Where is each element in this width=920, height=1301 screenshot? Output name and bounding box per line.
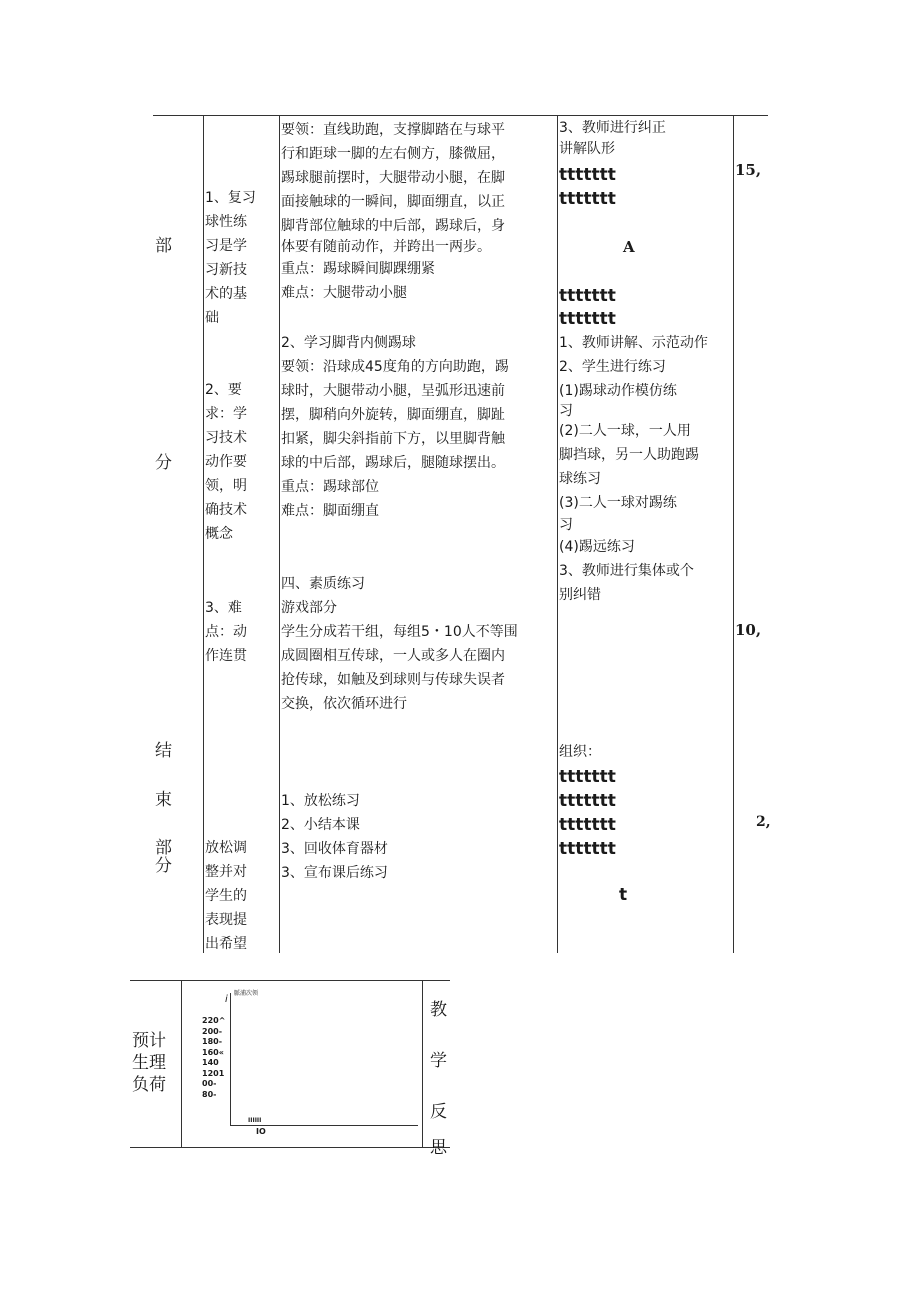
content-fitness-game xyxy=(281,572,518,716)
method-line: 2、学生进行练习 xyxy=(559,359,666,375)
label-line: 反 xyxy=(430,1102,447,1122)
content-line: 脚背部位触球的中后部，踢球后，身 xyxy=(281,218,505,234)
bottom-table-top-border xyxy=(130,980,450,981)
y-tick-label: 80- xyxy=(202,1089,217,1099)
time-value-3: 2, xyxy=(756,814,771,830)
formation-grid-2 xyxy=(559,285,616,331)
method-line: 别纠错 xyxy=(559,587,601,603)
col-divider-2 xyxy=(279,115,280,953)
content-line: 四、素质练习 xyxy=(281,576,365,592)
objective-line: 表现提 xyxy=(205,912,247,928)
content-line: 抢传球，如触及到球则与传球失误者 xyxy=(281,672,505,688)
y-tick-label: 1201 xyxy=(202,1068,225,1078)
table-top-border xyxy=(153,115,768,116)
method-line: 习 xyxy=(559,403,573,419)
content-line: 要领：直线助跑，支撑脚踏在与球平 xyxy=(281,122,505,138)
chart-x-axis xyxy=(230,1125,418,1126)
formation-row: ttttttt xyxy=(559,767,616,787)
content-line: 难点：脚面绷直 xyxy=(281,503,379,519)
y-tick-label: 160« xyxy=(202,1047,224,1057)
objective-line: 确技术 xyxy=(205,502,247,518)
method-correction xyxy=(559,118,666,160)
y-tick-label: 140 xyxy=(202,1058,219,1067)
content-line: 2、小结本课 xyxy=(281,817,360,833)
content-line: 重点：踢球瞬间脚踝绷紧 xyxy=(281,261,435,277)
objective-line: 术的基 xyxy=(205,286,247,302)
section-label-ending-2: 束 xyxy=(155,790,172,810)
content-line: 面接触球的一瞬间，脚面绷直，以正 xyxy=(281,194,505,210)
method-line: 脚挡球，另一人助跑踢 xyxy=(559,447,699,463)
method-line: (3)二人一球对踢练 xyxy=(559,495,677,511)
objective-line: 出希望 xyxy=(205,936,247,952)
objective-line: 领，明 xyxy=(205,478,247,494)
bottom-table-bottom-border xyxy=(130,1147,450,1148)
content-line: 3、回收体育器材 xyxy=(281,841,388,857)
content-line: 2、学习脚背内侧踢球 xyxy=(281,335,416,351)
objective-line: 3、难 xyxy=(205,600,242,616)
content-line: 行和距球一脚的左右侧方，膝微屈， xyxy=(281,146,505,162)
method-line: 3、教师进行集体或个 xyxy=(559,563,694,579)
bottom-col-divider-2 xyxy=(422,980,423,1147)
objective-line: 习技术 xyxy=(205,430,247,446)
content-line: 扣紧，脚尖斜指前下方，以里脚背触 xyxy=(281,431,505,447)
objective-line: 学生的 xyxy=(205,888,247,904)
objective-review xyxy=(205,186,256,330)
chart-y-axis xyxy=(230,993,231,1126)
teaching-reflection-label xyxy=(430,985,447,1158)
label-line: 负荷 xyxy=(132,1075,166,1095)
content-line: 重点：踢球部位 xyxy=(281,479,379,495)
chart-x-label: IO xyxy=(256,1127,266,1136)
content-ending xyxy=(281,789,388,885)
formation-row: ttttttt xyxy=(559,286,616,306)
formation-row: ttttttt xyxy=(559,309,616,329)
label-line: 教 xyxy=(430,1000,447,1020)
chart-y-ticks xyxy=(202,1016,225,1100)
col-divider-3 xyxy=(557,115,558,953)
formation-grid-1 xyxy=(559,163,616,211)
method-line: (4)踢远练习 xyxy=(559,539,635,555)
teacher-position-mark: A xyxy=(623,238,635,256)
method-practice xyxy=(559,331,708,607)
formation-grid-3 xyxy=(559,765,616,861)
chart-title: 脈浦次领 xyxy=(234,990,259,997)
content-line: 体要有随前动作，并跨出一两步。 xyxy=(281,239,491,255)
teacher-position-mark-2: t xyxy=(619,885,628,905)
label-line: 预计 xyxy=(132,1031,166,1051)
section-label-ending-4: 分 xyxy=(155,856,172,876)
method-line: 3、教师进行纠正 xyxy=(559,120,666,136)
chart-x-ticks: IIIIII xyxy=(248,1117,262,1124)
objective-cooldown xyxy=(205,836,247,956)
objective-line: 习是学 xyxy=(205,238,247,254)
col-divider-1 xyxy=(203,115,204,953)
formation-row: ttttttt xyxy=(559,791,616,811)
formation-row: ttttttt xyxy=(559,839,616,859)
method-line: 球练习 xyxy=(559,471,601,487)
objective-line: 作连贯 xyxy=(205,648,247,664)
content-line: 1、放松练习 xyxy=(281,793,360,809)
objective-line: 1、复习 xyxy=(205,190,256,206)
section-label-basic-2: 分 xyxy=(155,453,172,473)
objective-line: 点：动 xyxy=(205,624,247,640)
content-line: 球的中后部，踢球后，腿随球摆出。 xyxy=(281,455,505,471)
section-label-ending-1: 结 xyxy=(155,741,172,761)
section-label-basic-1: 部 xyxy=(155,236,172,256)
time-value-2: 10, xyxy=(735,621,762,639)
content-line: 游戏部分 xyxy=(281,600,337,616)
bottom-col-divider-1 xyxy=(181,980,182,1147)
content-inner-instep-kick xyxy=(281,331,509,523)
formation-row: ttttttt xyxy=(559,165,616,185)
objective-line: 动作要 xyxy=(205,454,247,470)
objective-line: 础 xyxy=(205,310,219,326)
content-line: 踢球腿前摆时，大腿带动小腿，在脚 xyxy=(281,170,505,186)
content-line: 成圆圈相互传球，一人或多人在圈内 xyxy=(281,648,505,664)
label-line: 学 xyxy=(430,1051,447,1071)
method-line: 讲解队形 xyxy=(559,141,615,157)
y-tick-label: 220^ xyxy=(202,1016,226,1025)
formation-row: ttttttt xyxy=(559,815,616,835)
label-line: 思 xyxy=(430,1138,447,1158)
objective-line: 整并对 xyxy=(205,864,247,880)
y-tick-label: 00- xyxy=(202,1079,217,1088)
col-divider-4 xyxy=(733,115,734,953)
objective-difficulty xyxy=(205,596,247,668)
objective-line: 球性练 xyxy=(205,214,247,230)
content-line: 3、宣布课后练习 xyxy=(281,865,388,881)
content-instep-kick xyxy=(281,118,505,305)
label-line: 生理 xyxy=(132,1053,166,1073)
time-value-1: 15, xyxy=(735,161,762,179)
content-line: 难点：大腿带动小腿 xyxy=(281,285,407,301)
content-line: 要领：沿球成45度角的方向助跑，踢 xyxy=(281,359,509,375)
objective-line: 2、要 xyxy=(205,382,242,398)
content-line: 摆，脚稍向外旋转，脚面绷直，脚趾 xyxy=(281,407,505,423)
content-line: 学生分成若干组，每组5・10人不等围 xyxy=(281,624,518,640)
physiological-load-label xyxy=(132,1030,166,1096)
y-tick-label: 200- xyxy=(202,1026,223,1036)
formation-row: ttttttt xyxy=(559,189,616,209)
objective-line: 习新技 xyxy=(205,262,247,278)
content-line: 交换，依次循环进行 xyxy=(281,696,407,712)
organization-label: 组织： xyxy=(559,744,601,760)
method-line: 1、教师讲解、示范动作 xyxy=(559,335,708,351)
objective-line: 求：学 xyxy=(205,406,247,422)
content-line: 球时，大腿带动小腿，呈弧形迅速前 xyxy=(281,383,505,399)
chart-y-axis-tick-mark: i xyxy=(225,994,228,1005)
objective-line: 放松调 xyxy=(205,840,247,856)
objective-line: 概念 xyxy=(205,526,233,542)
method-line: (1)踢球动作模仿练 xyxy=(559,383,677,399)
method-line: 习 xyxy=(559,517,573,533)
method-line: (2)二人一球，一人用 xyxy=(559,423,691,439)
objective-requirement xyxy=(205,378,247,546)
section-label-ending-3: 部 xyxy=(155,838,172,858)
y-tick-label: 180- xyxy=(202,1037,223,1046)
